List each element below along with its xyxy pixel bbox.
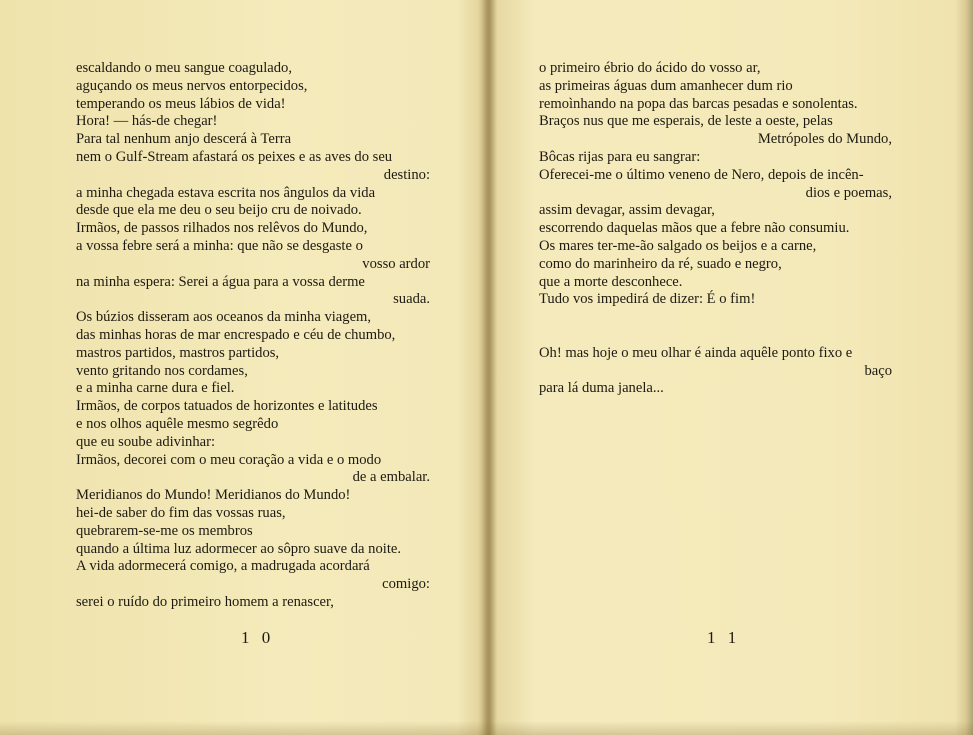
poem-line: nem o Gulf-Stream afastará os peixes e as aves do seu xyxy=(76,148,393,165)
poem-line: Irmãos, de passos rilhados nos relêvos do Mundo, xyxy=(76,220,368,237)
poem-line: Os mares ter-me-ão salgado os beijos e a carne, xyxy=(539,237,817,254)
poem-line: vosso ardor xyxy=(362,255,430,272)
poem-line: de a embalar. xyxy=(352,469,430,486)
poem-line: escorrendo daquelas mãos que a febre não consumiu. xyxy=(539,220,850,237)
poem-line: Para tal nenhum anjo descerá à Terra xyxy=(76,131,292,148)
page-edge-bottom xyxy=(0,721,973,735)
right-page-text xyxy=(539,60,892,398)
stanza-break xyxy=(539,309,892,327)
poem-line: dios e poemas, xyxy=(805,184,892,201)
poem-line: quando a última luz adormecer ao sôpro suave da noite. xyxy=(76,540,402,557)
poem-line: Tudo vos impedirá de dizer: É o fim! xyxy=(539,291,756,308)
poem-line: temperando os meus lábios de vida! xyxy=(76,95,286,112)
poem-line: Irmãos, de corpos tatuados de horizontes e latitudes xyxy=(76,398,378,415)
poem-line: desde que ela me deu o seu beijo cru de noivado. xyxy=(76,202,362,219)
poem-line: assim devagar, assim devagar, xyxy=(539,202,715,219)
poem-line: Hora! — hás-de chegar! xyxy=(76,113,218,130)
stanza-break xyxy=(539,327,892,345)
poem-line: o primeiro ébrio do ácido do vosso ar, xyxy=(539,60,761,76)
poem-line: A vida adormecerá comigo, a madrugada acordará xyxy=(76,558,370,575)
poem-line: vento gritando nos cordames, xyxy=(76,362,248,379)
poem-line: mastros partidos, mastros partidos, xyxy=(76,344,280,361)
book-gutter xyxy=(478,0,498,735)
poem-line: Oferecei-me o último veneno de Nero, depois de incên- xyxy=(539,166,864,183)
left-page-text xyxy=(76,60,430,612)
poem-line: das minhas horas de mar encrespado e céu de chumbo, xyxy=(76,326,396,343)
right-page-number: 1 1 xyxy=(707,628,741,647)
poem-line: escaldando o meu sangue coagulado, xyxy=(76,60,292,76)
page-edge-right xyxy=(955,0,973,735)
poem-line: Metrópoles do Mundo, xyxy=(757,131,892,148)
poem-line: e a minha carne dura e fiel. xyxy=(76,380,235,397)
poem-line: Bôcas rijas para eu sangrar: xyxy=(539,148,701,165)
poem-line: que a morte desconhece. xyxy=(539,273,683,290)
poem-line: a minha chegada estava escrita nos ângulos da vida xyxy=(76,184,376,201)
poem-line: as primeiras águas dum amanhecer dum rio xyxy=(539,77,793,94)
poem-line: serei o ruído do primeiro homem a renascer, xyxy=(76,593,334,610)
poem-line: hei-de saber do fim das vossas ruas, xyxy=(76,504,286,521)
poem-line: Meridianos do Mundo! Meridianos do Mundo! xyxy=(76,487,351,504)
poem-line: quebrarem-se-me os membros xyxy=(76,522,253,539)
poem-line: que eu soube adivinhar: xyxy=(76,433,216,450)
poem-line: Oh! mas hoje o meu olhar é ainda aquêle ponto fixo e xyxy=(539,344,853,361)
poem-line: remoìnhando na popa das barcas pesadas e sonolentas. xyxy=(539,95,858,112)
poem-line: Os búzios disseram aos oceanos da minha viagem, xyxy=(76,309,372,326)
poem-line: suada. xyxy=(393,291,430,308)
poem-line: Braços nus que me esperais, de leste a oeste, pelas xyxy=(539,113,833,130)
poem-line: destino: xyxy=(383,166,430,183)
poem-line: aguçando os meus nervos entorpecidos, xyxy=(76,77,308,94)
poem-line: baço xyxy=(864,362,892,379)
poem-line: Irmãos, decorei com o meu coração a vida e o modo xyxy=(76,451,382,468)
poem-line: a vossa febre será a minha: que não se desgaste o xyxy=(76,237,363,254)
poem-line: como do marinheiro da ré, suado e negro, xyxy=(539,255,782,272)
poem-line: comigo: xyxy=(382,576,430,593)
left-page-number: 1 0 xyxy=(241,628,275,647)
poem-line: para lá duma janela... xyxy=(539,380,664,397)
poem-line: e nos olhos aquêle mesmo segrêdo xyxy=(76,415,279,432)
poem-line: na minha espera: Serei a água para a vossa derme xyxy=(76,273,365,290)
